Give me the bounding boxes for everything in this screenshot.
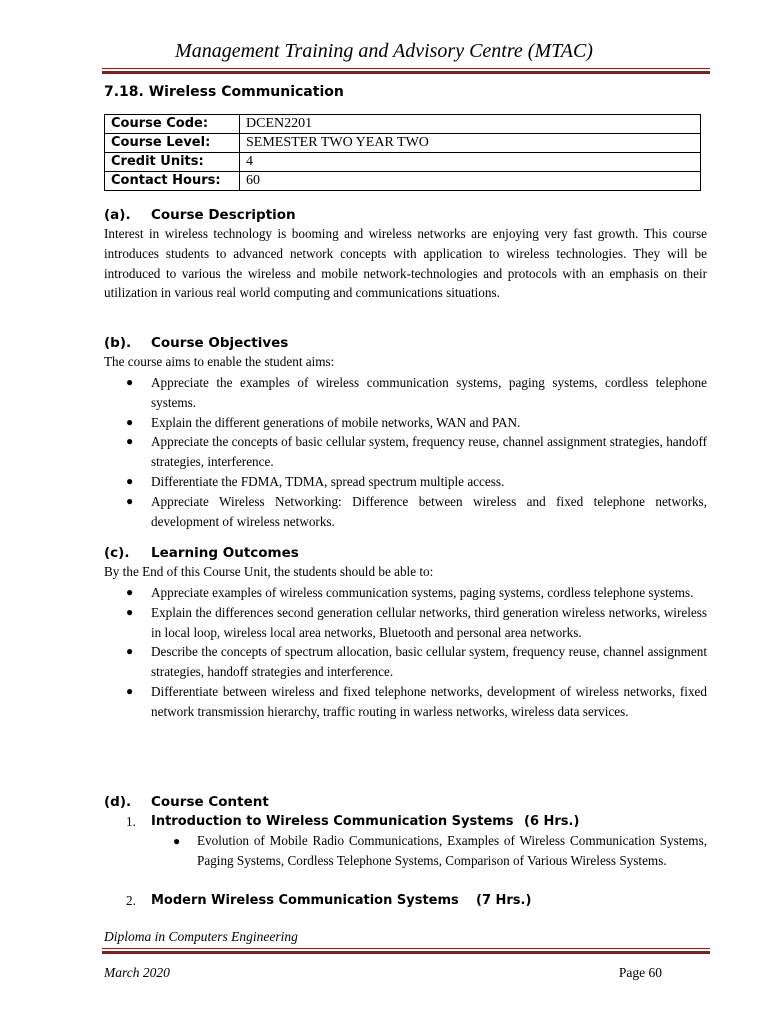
bullet-icon: ●: [126, 493, 134, 508]
outcomes-intro: By the End of this Course Unit, the students should be able to:: [104, 564, 434, 579]
description-text: Interest in wireless technology is booming and wireless networks are enjoying very fast growth. This course introduces students to advanced network concepts with application to wireless technologies. They will be introduced to various the wireless and mobile network-technologies and protocols with an emphasis on their utilization in various real world computing and communications situations.: [104, 226, 707, 301]
unit-1-topics: [151, 831, 707, 871]
bullet-icon: ●: [126, 585, 134, 599]
list-item-text: Appreciate Wireless Networking: Difference between wireless and fixed telephone networks, development of wireless networks.: [151, 493, 707, 529]
course-level-label: Course Level:: [105, 134, 240, 153]
outcomes-heading: [104, 543, 704, 563]
course-level-value: SEMESTER TWO YEAR TWO: [240, 134, 701, 153]
bullet-icon: ●: [126, 604, 134, 619]
course-code-label: Course Code:: [105, 115, 240, 134]
list-item-text: Differentiate between wireless and fixed telephone networks, development of wireless networks, fixed network transmission hierarchy, traffic routing in warless networks, wireless data services.: [151, 683, 707, 719]
course-code-value: DCEN2201: [240, 115, 701, 134]
objectives-label: (b).: [104, 335, 132, 351]
header-title: Management Training and Advisory Centre (MTAC): [175, 40, 593, 62]
table-row: [105, 153, 701, 172]
header-rule-thick: [102, 71, 710, 74]
page-number: Page 60: [618, 965, 662, 980]
footer-rule-thin: [102, 948, 710, 949]
list-item-text: Describe the concepts of spectrum allocation, basic cellular system, frequency reuse, channel assignment strategies, handoff strategies and interference.: [151, 644, 707, 680]
list-item: [104, 373, 707, 413]
list-item: [104, 603, 707, 643]
contact-hours-label: Contact Hours:: [105, 172, 240, 191]
footer-rule-thick: [102, 951, 710, 954]
table-row: [105, 134, 701, 153]
objectives-heading: [104, 333, 704, 353]
list-item: [104, 642, 707, 682]
footer-date: March 2020: [104, 965, 170, 980]
list-item-text: Explain the different generations of mobile networks, WAN and PAN.: [151, 414, 521, 430]
list-item: [104, 472, 707, 492]
list-item-text: Evolution of Mobile Radio Communications, Examples of Wireless Communication Systems, Paging Systems, Cordless Telephone Systems, Comparison of Various Wireless Systems.: [197, 833, 707, 868]
course-info-table: [104, 114, 701, 191]
list-item: [104, 413, 707, 433]
objectives-list: [104, 373, 707, 531]
description-title: Course Description: [151, 207, 296, 223]
table-row: [105, 172, 701, 191]
bullet-icon: ●: [126, 644, 134, 659]
bullet-icon: ●: [126, 414, 134, 429]
unit-number: 2.: [126, 893, 136, 908]
description-heading: [104, 205, 704, 225]
unit-hours: (6 Hrs.): [524, 814, 580, 829]
credit-units-value: 4: [240, 153, 701, 172]
description-label: (a).: [104, 207, 131, 223]
content-title: Course Content: [151, 794, 269, 810]
footer-program: Diploma in Computers Engineering: [104, 929, 298, 944]
list-item: [104, 682, 707, 722]
list-item-text: Appreciate the examples of wireless communication systems, paging systems, cordless telephone systems.: [151, 375, 707, 410]
objectives-intro: The course aims to enable the student aims:: [104, 354, 335, 369]
table-row: [105, 115, 701, 134]
unit-hours: (7 Hrs.): [476, 893, 532, 908]
content-heading: [104, 792, 704, 812]
content-label: (d).: [104, 794, 132, 810]
bullet-icon: ●: [126, 683, 134, 698]
list-item: [104, 583, 707, 603]
bullet-icon: ●: [126, 434, 134, 449]
unit-title: Modern Wireless Communication Systems: [151, 893, 459, 908]
bullet-icon: ●: [126, 473, 134, 488]
unit-number: 1.: [126, 814, 136, 829]
outcomes-title: Learning Outcomes: [151, 545, 299, 561]
outcomes-label: (c).: [104, 545, 130, 561]
list-item-text: Differentiate the FDMA, TDMA, spread spectrum multiple access.: [151, 473, 505, 489]
list-item-text: Explain the differences second generation cellular networks, third generation wireless networks, wireless in local loop, wireless local area networks, Bluetooth and personal area networks.: [151, 604, 707, 640]
section-heading: 7.18. Wireless Communication: [104, 84, 344, 100]
list-item-text: Appreciate examples of wireless communication systems, paging systems, cordless telephone systems.: [151, 585, 694, 600]
bullet-icon: ●: [126, 375, 134, 389]
list-item: [104, 492, 707, 532]
bullet-icon: ●: [173, 834, 181, 848]
unit-title: Introduction to Wireless Communication Systems: [151, 814, 514, 829]
list-item: [151, 831, 707, 871]
objectives-title: Course Objectives: [151, 335, 289, 351]
header-rule-thin: [102, 68, 710, 69]
credit-units-label: Credit Units:: [105, 153, 240, 172]
contact-hours-value: 60: [240, 172, 701, 191]
list-item-text: Appreciate the concepts of basic cellular system, frequency reuse, channel assignment strategies, handoff strategies, interference.: [151, 434, 707, 470]
list-item: [104, 432, 707, 472]
outcomes-list: [104, 583, 707, 722]
